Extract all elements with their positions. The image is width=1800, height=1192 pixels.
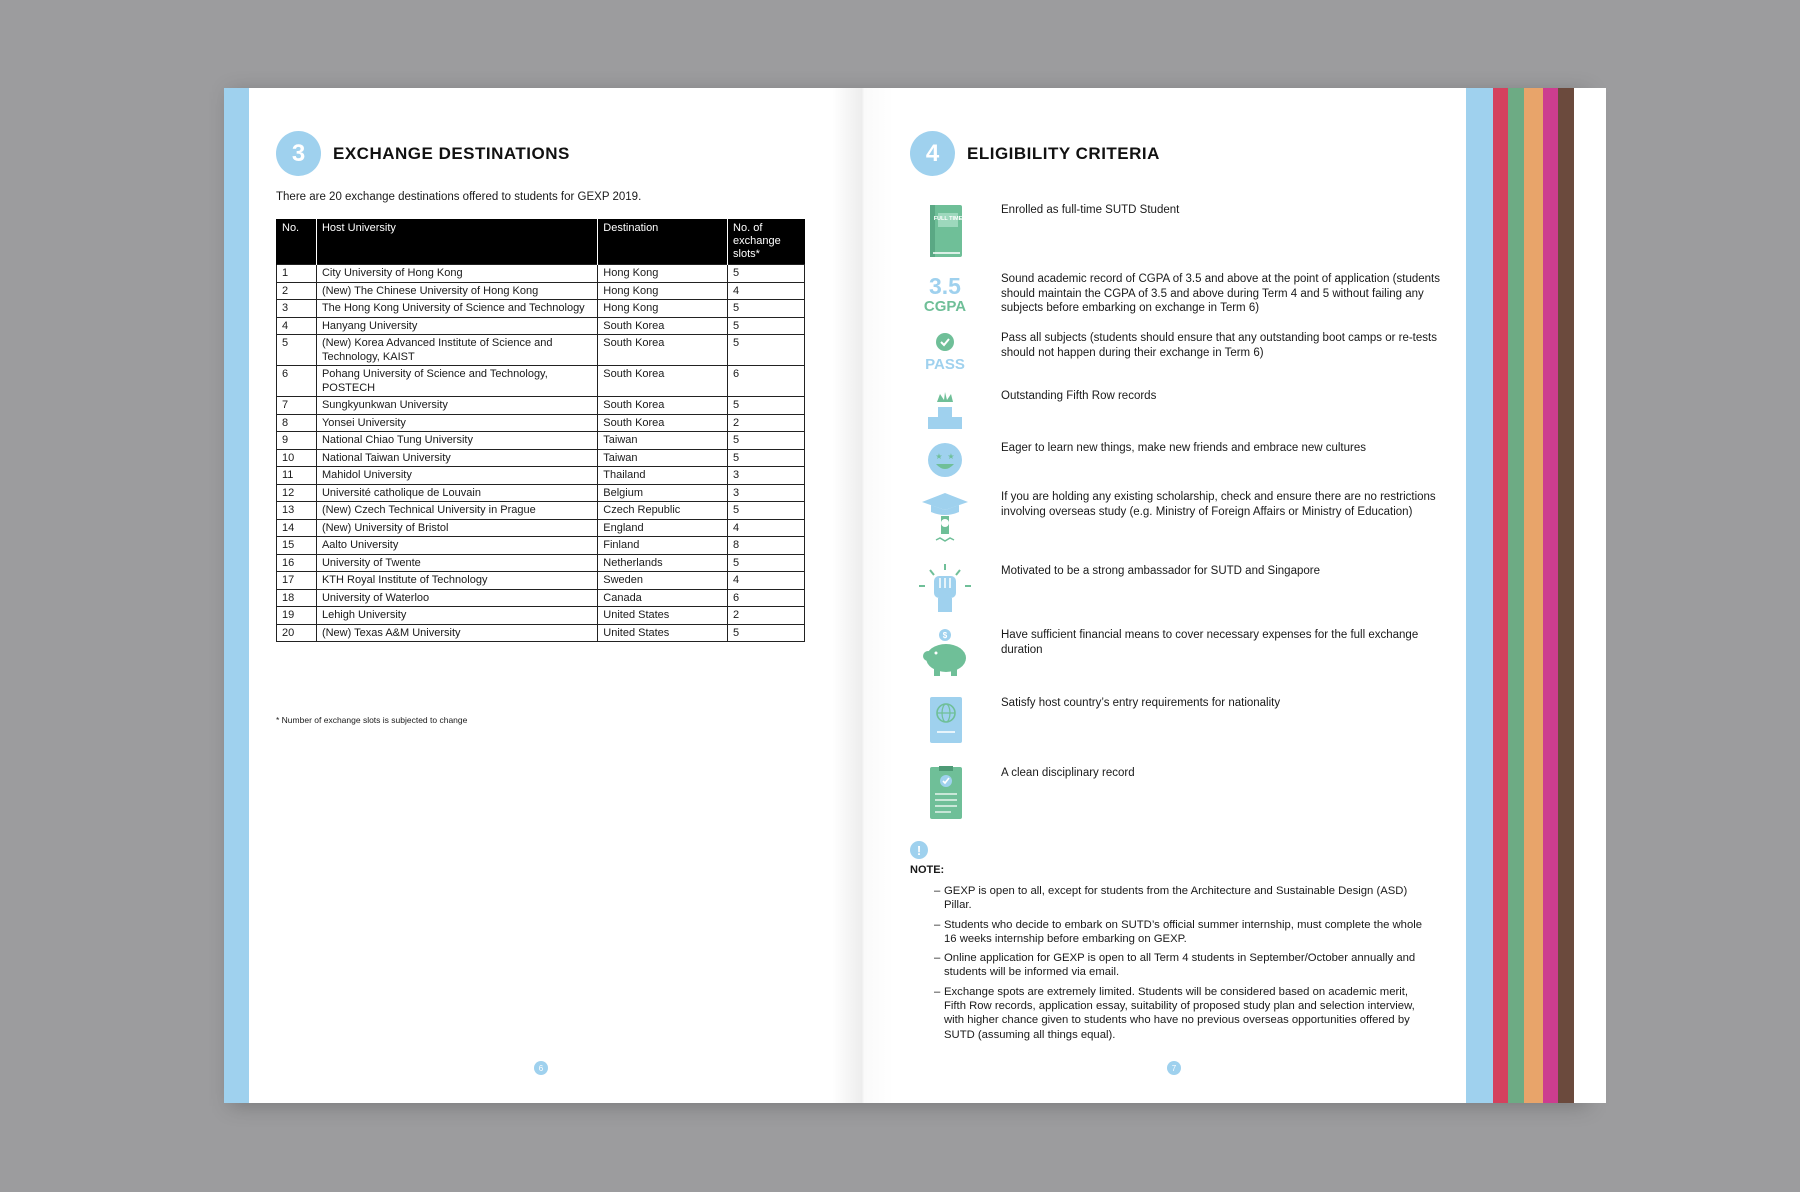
cell-no: 4	[277, 317, 317, 335]
section-header-eligibility	[910, 131, 1160, 176]
cell-destination: South Korea	[598, 397, 728, 415]
table-row	[277, 607, 805, 625]
cell-destination: South Korea	[598, 414, 728, 432]
cell-slots: 5	[728, 335, 805, 366]
cell-no: 6	[277, 366, 317, 397]
criterion-text: A clean disciplinary record	[1001, 767, 1135, 779]
pass-badge-icon	[916, 331, 974, 389]
table-row	[277, 432, 805, 450]
full-time-book-icon	[916, 203, 974, 261]
table-row	[277, 502, 805, 520]
cell-slots: 2	[728, 414, 805, 432]
cell-slots: 5	[728, 554, 805, 572]
cell-host-university: (New) Czech Technical University in Prague	[316, 502, 597, 520]
cell-no: 8	[277, 414, 317, 432]
section-tab-green[interactable]	[1508, 88, 1524, 1103]
table-row	[277, 366, 805, 397]
cell-no: 13	[277, 502, 317, 520]
cell-destination: Hong Kong	[598, 300, 728, 318]
cell-slots: 6	[728, 366, 805, 397]
cell-destination: Belgium	[598, 484, 728, 502]
cell-slots: 5	[728, 432, 805, 450]
section-title: EXCHANGE DESTINATIONS	[333, 143, 570, 163]
cell-host-university: Hanyang University	[316, 317, 597, 335]
cell-host-university: The Hong Kong University of Science and Technology	[316, 300, 597, 318]
criterion-text: Pass all subjects (students should ensure that any outstanding boot camps or re-tests should not happen during their exchange in Term 6)	[1001, 332, 1437, 359]
cell-no: 11	[277, 467, 317, 485]
piggy-bank-icon	[916, 628, 974, 686]
criterion-text: Satisfy host country’s entry requirements for nationality	[1001, 697, 1281, 709]
header-no: No.	[277, 219, 317, 265]
icon-text-bottom: CGPA	[923, 298, 967, 315]
criterion-text: Outstanding Fifth Row records	[1001, 390, 1157, 402]
cell-no: 17	[277, 572, 317, 590]
list-item: – GEXP is open to all, except for students from the Architecture and Sustainable Design (ASD) Pillar.	[934, 884, 1424, 913]
cell-host-university: Mahidol University	[316, 467, 597, 485]
passport-icon	[916, 696, 974, 754]
svg-text:★: ★	[935, 452, 943, 461]
section-title: ELIGIBILITY CRITERIA	[967, 143, 1160, 163]
cell-slots: 3	[728, 467, 805, 485]
cell-slots: 3	[728, 484, 805, 502]
table-row	[277, 414, 805, 432]
cell-host-university: City University of Hong Kong	[316, 265, 597, 283]
cell-no: 7	[277, 397, 317, 415]
cell-destination: Sweden	[598, 572, 728, 590]
cell-host-university: (New) Korea Advanced Institute of Science and Technology, KAIST	[316, 335, 597, 366]
criterion-full-time	[900, 203, 1440, 243]
cell-host-university: Université catholique de Louvain	[316, 484, 597, 502]
table-row	[277, 317, 805, 335]
cell-slots: 5	[728, 449, 805, 467]
cell-destination: Thailand	[598, 467, 728, 485]
criterion-text: Enrolled as full-time SUTD Student	[1001, 204, 1180, 216]
table-row	[277, 537, 805, 555]
cell-no: 20	[277, 624, 317, 642]
cell-no: 12	[277, 484, 317, 502]
cell-destination: South Korea	[598, 366, 728, 397]
cell-host-university: Lehigh University	[316, 607, 597, 625]
cell-slots: 2	[728, 607, 805, 625]
destinations-table	[276, 219, 805, 642]
table-row	[277, 300, 805, 318]
criterion-eager-to-learn	[900, 441, 1440, 481]
cell-no: 16	[277, 554, 317, 572]
cell-no: 18	[277, 589, 317, 607]
criterion-financial-means	[900, 628, 1440, 668]
table-row	[277, 484, 805, 502]
table-row	[277, 397, 805, 415]
cell-host-university: Aalto University	[316, 537, 597, 555]
cell-host-university: Pohang University of Science and Technology, POSTECH	[316, 366, 597, 397]
cgpa-icon	[916, 272, 974, 330]
criterion-text: Sound academic record of CGPA of 3.5 and above at the point of application (students should maintain the CGPA of 3.5 and above during Term 4 and 5 without failing any subjects before embarking on exchange in Term 6)	[1001, 273, 1440, 314]
cell-destination: United States	[598, 607, 728, 625]
criterion-pass	[900, 331, 1440, 371]
podium-crown-icon	[916, 389, 974, 447]
cell-host-university: (New) University of Bristol	[316, 519, 597, 537]
cell-slots: 5	[728, 624, 805, 642]
cell-host-university: University of Twente	[316, 554, 597, 572]
table-row	[277, 335, 805, 366]
criterion-scholarship	[900, 490, 1440, 530]
cell-host-university: (New) The Chinese University of Hong Kong	[316, 282, 597, 300]
left-color-strip	[224, 88, 249, 1103]
cell-destination: Czech Republic	[598, 502, 728, 520]
cell-slots: 5	[728, 317, 805, 335]
table-row	[277, 449, 805, 467]
page-number-left: 6	[534, 1061, 548, 1075]
note-title: NOTE:	[910, 864, 945, 876]
list-item: – Exchange spots are extremely limited. Students will be considered based on academic merit, Fifth Row records, application essay, suitability of proposed study plan and selection interview, with higher chance given to students who have no previous overseas opportunities offered by SUTD (assuming all things equal).	[934, 985, 1424, 1042]
cell-slots: 8	[728, 537, 805, 555]
cell-destination: South Korea	[598, 335, 728, 366]
icon-text: FULL TIME	[933, 216, 963, 222]
cell-no: 15	[277, 537, 317, 555]
list-item: – Online application for GEXP is open to all Term 4 students in September/October annually and students will be informed via email.	[934, 951, 1424, 980]
table-footnote: * Number of exchange slots is subjected to change	[276, 715, 468, 725]
criterion-ambassador	[900, 564, 1440, 604]
cell-destination: Taiwan	[598, 449, 728, 467]
cell-destination: Netherlands	[598, 554, 728, 572]
note-alert-icon: !	[910, 841, 928, 859]
intro-text: There are 20 exchange destinations offered to students for GEXP 2019.	[276, 191, 642, 203]
cell-slots: 4	[728, 282, 805, 300]
section-tab-magenta[interactable]	[1543, 88, 1558, 1103]
cell-no: 2	[277, 282, 317, 300]
section-tab-brown[interactable]	[1558, 88, 1574, 1103]
graduation-cap-icon	[916, 490, 974, 548]
table-row	[277, 589, 805, 607]
section-header-destinations	[276, 131, 570, 176]
note-list	[934, 884, 1424, 1047]
table-header-row	[277, 219, 805, 265]
raised-fist-icon	[916, 564, 974, 622]
right-color-strip	[1466, 88, 1493, 1103]
cell-destination: Canada	[598, 589, 728, 607]
criterion-entry-requirements	[900, 696, 1440, 736]
criterion-disciplinary-record	[900, 766, 1440, 806]
table-row	[277, 624, 805, 642]
gutter-shade	[832, 88, 894, 1103]
section-number-badge: 3	[276, 131, 321, 176]
list-item: – Students who decide to embark on SUTD’s official summer internship, must complete the whole 16 weeks internship before embarking on GEXP.	[934, 918, 1424, 947]
criterion-text: Motivated to be a strong ambassador for SUTD and Singapore	[1001, 565, 1320, 577]
header-slots: No. of exchange slots*	[728, 219, 805, 265]
table-row	[277, 572, 805, 590]
cell-destination: Hong Kong	[598, 282, 728, 300]
header-host-university: Host University	[316, 219, 597, 265]
cell-no: 1	[277, 265, 317, 283]
cell-host-university: KTH Royal Institute of Technology	[316, 572, 597, 590]
cell-destination: United States	[598, 624, 728, 642]
cell-no: 3	[277, 300, 317, 318]
cell-destination: Hong Kong	[598, 265, 728, 283]
criterion-text: If you are holding any existing scholarship, check and ensure there are no restrictions involving overseas study (e.g. Ministry of Foreign Affairs or Ministry of Education)	[1001, 491, 1436, 518]
criterion-fifth-row	[900, 389, 1440, 429]
cell-destination: England	[598, 519, 728, 537]
cell-slots: 5	[728, 300, 805, 318]
cell-host-university: University of Waterloo	[316, 589, 597, 607]
table-row	[277, 467, 805, 485]
cell-no: 14	[277, 519, 317, 537]
cell-slots: 5	[728, 502, 805, 520]
cell-slots: 6	[728, 589, 805, 607]
cell-no: 10	[277, 449, 317, 467]
cell-destination: Finland	[598, 537, 728, 555]
cell-destination: Taiwan	[598, 432, 728, 450]
header-destination: Destination	[598, 219, 728, 265]
cell-no: 19	[277, 607, 317, 625]
cell-host-university: (New) Texas A&M University	[316, 624, 597, 642]
cell-slots: 5	[728, 397, 805, 415]
section-number-badge: 4	[910, 131, 955, 176]
cell-host-university: National Taiwan University	[316, 449, 597, 467]
icon-text: PASS	[925, 356, 965, 373]
section-tab-red[interactable]	[1493, 88, 1508, 1103]
cell-host-university: National Chiao Tung University	[316, 432, 597, 450]
table-row	[277, 519, 805, 537]
page-number-right: 7	[1167, 1061, 1181, 1075]
table-row	[277, 554, 805, 572]
section-tab-orange[interactable]	[1524, 88, 1543, 1103]
svg-text:★: ★	[947, 452, 955, 461]
cell-slots: 4	[728, 572, 805, 590]
criterion-cgpa	[900, 272, 1440, 315]
cell-slots: 4	[728, 519, 805, 537]
table-row	[277, 265, 805, 283]
table-row	[277, 282, 805, 300]
cell-slots: 5	[728, 265, 805, 283]
cell-host-university: Yonsei University	[316, 414, 597, 432]
criterion-text: Eager to learn new things, make new friends and embrace new cultures	[1001, 442, 1367, 454]
cell-host-university: Sungkyunkwan University	[316, 397, 597, 415]
svg-text:$: $	[942, 631, 948, 640]
cell-destination: South Korea	[598, 317, 728, 335]
cell-no: 5	[277, 335, 317, 366]
criterion-text: Have sufficient financial means to cover necessary expenses for the full exchange duration	[1001, 629, 1419, 656]
cell-no: 9	[277, 432, 317, 450]
clipboard-check-icon	[916, 766, 974, 824]
icon-text-top: 3.5	[929, 273, 961, 299]
